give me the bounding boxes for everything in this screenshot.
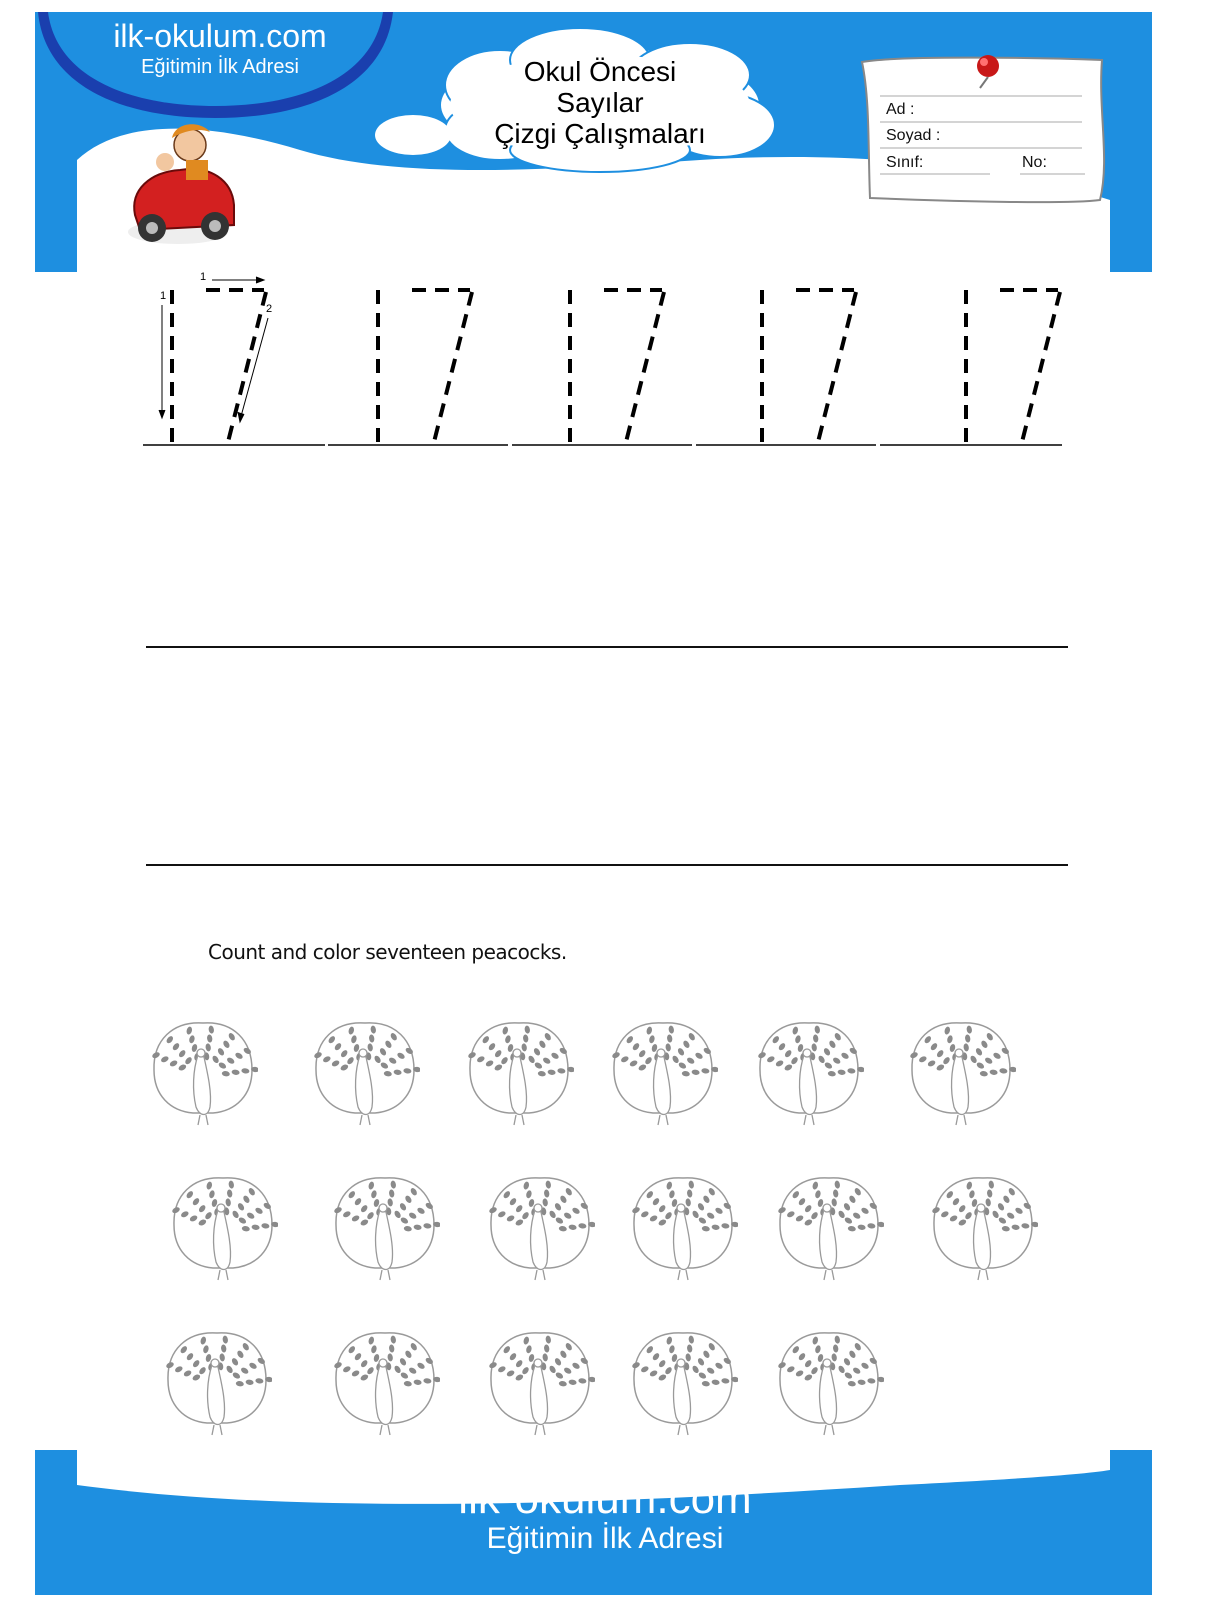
cloud-title-line-2: Sayılar xyxy=(556,87,644,118)
peacock-illustration[interactable] xyxy=(928,1170,1038,1285)
site-name: ilk-okulum.com xyxy=(113,18,327,54)
writing-line-2 xyxy=(146,864,1068,866)
tracing-digit-17 xyxy=(172,290,266,442)
peacock-illustration[interactable] xyxy=(162,1325,272,1440)
peacock-illustration[interactable] xyxy=(774,1170,884,1285)
peacock-illustration[interactable] xyxy=(628,1325,738,1440)
car-illustration xyxy=(128,124,234,244)
peacock-illustration[interactable] xyxy=(485,1170,595,1285)
site-tagline: Eğitimin İlk Adresi xyxy=(141,56,299,78)
tracing-digit-17 xyxy=(762,290,856,442)
stroke-number-2: 2 xyxy=(266,303,273,315)
no-label: No: xyxy=(1022,154,1047,171)
writing-line-1 xyxy=(146,646,1068,648)
tracing-digit-17 xyxy=(570,290,664,442)
ad-label: Ad : xyxy=(886,101,915,118)
cloud-title-line-1: Okul Öncesi xyxy=(523,56,677,87)
peacock-illustration[interactable] xyxy=(148,1015,258,1130)
sinif-label: Sınıf: xyxy=(886,154,924,171)
peacock-illustration[interactable] xyxy=(330,1170,440,1285)
peacock-illustration[interactable] xyxy=(628,1170,738,1285)
tracing-digit-17 xyxy=(378,290,472,442)
peacock-illustration[interactable] xyxy=(774,1325,884,1440)
peacock-illustration[interactable] xyxy=(754,1015,864,1130)
peacock-illustration[interactable] xyxy=(608,1015,718,1130)
peacock-illustration[interactable] xyxy=(485,1325,595,1440)
stroke-number-1: 1 xyxy=(160,290,167,302)
activity-instruction: Count and color seventeen peacocks. xyxy=(208,940,567,964)
tracing-area xyxy=(0,260,1212,460)
peacock-illustration[interactable] xyxy=(906,1015,1016,1130)
soyad-label: Soyad : xyxy=(886,127,941,144)
tracing-digit-17 xyxy=(966,290,1060,442)
footer-site-name: ilk-okulum.com xyxy=(458,1474,752,1523)
peacock-illustration[interactable] xyxy=(310,1015,420,1130)
footer-tagline: Eğitimin İlk Adresi xyxy=(486,1522,724,1555)
peacock-illustration[interactable] xyxy=(168,1170,278,1285)
peacock-illustration[interactable] xyxy=(464,1015,574,1130)
peacock-illustration[interactable] xyxy=(330,1325,440,1440)
stroke-number-top: 1 xyxy=(200,271,207,283)
cloud-title-line-3: Çizgi Çalışmaları xyxy=(494,118,706,149)
